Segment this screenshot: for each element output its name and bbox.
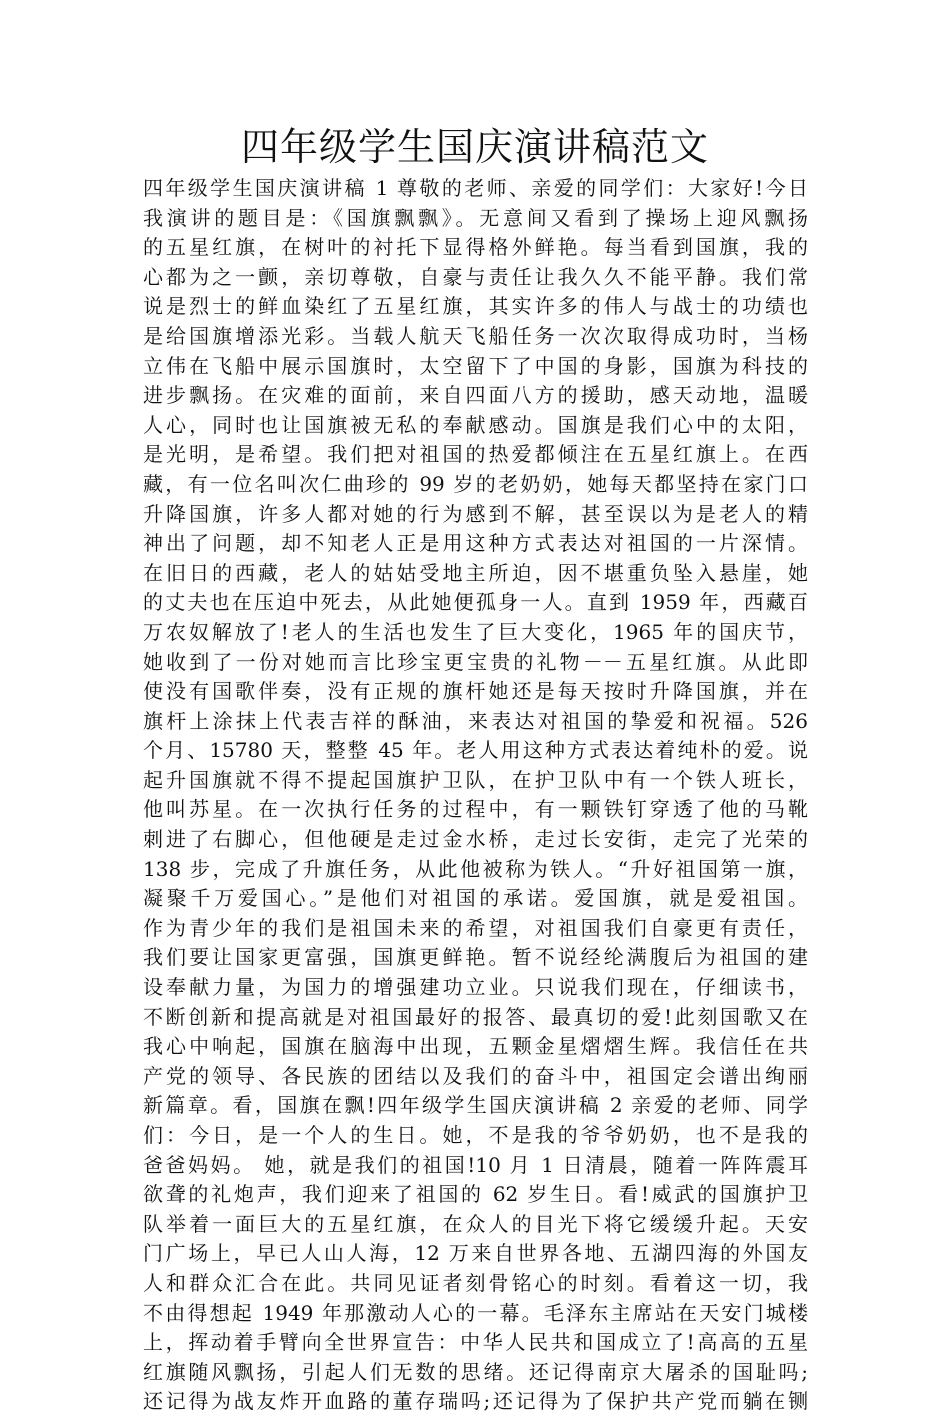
- body-line: 红旗随风飘扬，引起人们无数的思绪。还记得南京大屠杀的国耻吗;: [143, 1359, 808, 1384]
- body-line: 爸爸妈妈。 她，就是我们的祖国!10 月 1 日清晨，随着一阵阵震耳: [143, 1152, 808, 1177]
- body-line: 的五星红旗，在树叶的衬托下显得格外鲜艳。每当看到国旗，我的: [143, 235, 808, 260]
- body-line: 进步飘扬。在灾难的面前，来自四面八方的援助，感天动地，温暖: [143, 383, 808, 408]
- body-line: 不由得想起 1949 年那激动人心的一幕。毛泽东主席站在天安门城楼: [143, 1300, 808, 1325]
- body-line: 我演讲的题目是：《国旗飘飘》。无意间又看到了操场上迎风飘扬: [143, 205, 808, 230]
- body-line: 新篇章。看，国旗在飘!四年级学生国庆演讲稿 2 亲爱的老师、同学: [143, 1093, 808, 1118]
- body-line: 人心，同时也让国旗被无私的奉献感动。国旗是我们心中的太阳，: [143, 412, 808, 437]
- body-line: 设奉献力量，为国力的增强建功立业。只说我们现在，仔细读书，: [143, 975, 808, 1000]
- body-line: 藏，有一位名叫次仁曲珍的 99 岁的老奶奶，她每天都坚持在家门口: [143, 471, 808, 496]
- body-line: 队举着一面巨大的五星红旗，在众人的目光下将它缓缓升起。天安: [143, 1211, 808, 1236]
- body-line: 刺进了右脚心，但他硬是走过金水桥，走过长安街，走完了光荣的: [143, 827, 808, 852]
- body-line: 四年级学生国庆演讲稿 1 尊敬的老师、亲爱的同学们：大家好!今日: [143, 176, 808, 200]
- body-line: 作为青少年的我们是祖国未来的希望，对祖国我们自豪更有责任，: [143, 915, 808, 940]
- body-line: 不断创新和提高就是对祖国最好的报答、最真切的爱!此刻国歌又在: [143, 1004, 808, 1029]
- body-line: 凝聚千万爱国心。”是他们对祖国的承诺。爱国旗，就是爱祖国。: [143, 886, 808, 911]
- body-line: 立伟在飞船中展示国旗时，太空留下了中国的身影，国旗为科技的: [143, 353, 808, 378]
- body-line: 心都为之一颤，亲切尊敬，自豪与责任让我久久不能平静。我们常: [143, 264, 808, 289]
- body-line: 说是烈士的鲜血染红了五星红旗，其实许多的伟人与战士的功绩也: [143, 294, 808, 319]
- body-line: 的丈夫也在压迫中死去，从此她便孤身一人。直到 1959 年，西藏百: [143, 590, 808, 615]
- body-line: 人和群众汇合在此。共同见证者刻骨铭心的时刻。看着这一切，我: [143, 1270, 808, 1295]
- body-line: 产党的领导、各民族的团结以及我们的奋斗中，祖国定会谱出绚丽: [143, 1063, 808, 1088]
- body-line: 是光明，是希望。我们把对祖国的热爱都倾注在五星红旗上。在西: [143, 442, 808, 467]
- body-line: 上，挥动着手臂向全世界宣告：中华人民共和国成立了!高高的五星: [143, 1330, 808, 1355]
- body-line: 万农奴解放了!老人的生活也发生了巨大变化，1965 年的国庆节，: [143, 619, 808, 644]
- body-line: 我心中响起，国旗在脑海中出现，五颗金星熠熠生辉。我信任在共: [143, 1034, 808, 1059]
- document-title: 四年级学生国庆演讲稿范文: [240, 125, 709, 169]
- body-line: 旗杆上涂抹上代表吉祥的酥油，来表达对祖国的挚爱和祝福。526: [143, 708, 808, 733]
- body-line: 他叫苏星。在一次执行任务的过程中，有一颗铁钉穿透了他的马靴: [143, 797, 808, 822]
- body-line: 还记得为战友炸开血路的董存瑞吗;还记得为了保护共产党而躺在铡: [143, 1389, 808, 1414]
- body-line: 是给国旗增添光彩。当载人航天飞船任务一次次取得成功时，当杨: [143, 323, 808, 348]
- body-line: 个月、15780 天，整整 45 年。老人用这种方式表达着纯朴的爱。说: [143, 738, 808, 763]
- body-line: 神出了问题，却不知老人正是用这种方式表达对祖国的一片深情。: [143, 531, 808, 556]
- body-line: 她收到了一份对她而言比珍宝更宝贵的礼物－－五星红旗。从此即: [143, 649, 808, 674]
- body-line: 我们要让国家更富强，国旗更鲜艳。暂不说经纶满腹后为祖国的建: [143, 945, 808, 970]
- body-line: 欲聋的礼炮声，我们迎来了祖国的 62 岁生日。看!威武的国旗护卫: [143, 1182, 808, 1207]
- body-line: 使没有国歌伴奏，没有正规的旗杆她还是每天按时升降国旗，并在: [143, 679, 808, 704]
- body-line: 门广场上，早已人山人海，12 万来自世界各地、五湖四海的外国友: [143, 1241, 808, 1266]
- document-body: [143, 174, 808, 1417]
- body-line: 们：今日，是一个人的生日。她，不是我的爷爷奶奶，也不是我的: [143, 1123, 808, 1147]
- body-line: 升降国旗，许多人都对她的行为感到不解，甚至误以为是老人的精: [143, 501, 808, 526]
- body-line: 起升国旗就不得不提起国旗护卫队，在护卫队中有一个铁人班长，: [143, 767, 808, 792]
- body-line: 在旧日的西藏，老人的姑姑受地主所迫，因不堪重负坠入悬崖，她: [143, 560, 808, 585]
- body-line: 138 步，完成了升旗任务，从此他被称为铁人。“升好祖国第一旗，: [143, 856, 808, 881]
